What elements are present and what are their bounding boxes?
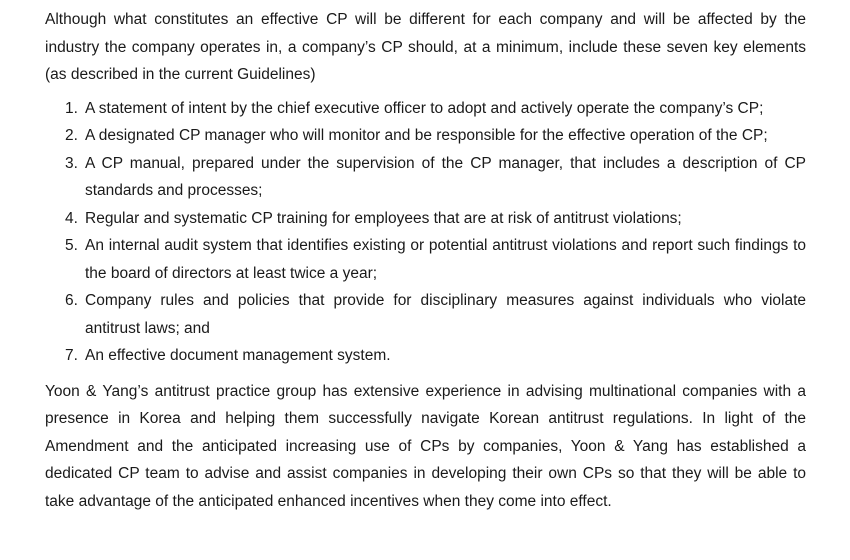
list-item-number: 1. xyxy=(65,99,78,117)
list-item xyxy=(45,232,806,287)
list-item xyxy=(45,150,806,205)
list-item-number: 7. xyxy=(65,347,78,364)
list-item-number: 3. xyxy=(65,154,78,172)
document-body xyxy=(45,6,806,515)
list-item xyxy=(45,95,806,123)
closing-paragraph: Yoon & Yang’s antitrust practice group has extensive experience in advising multinational companies with a presence in Korea and helping them successfully navigate Korean antitrust regulations. In light of the Amendment and the anticipated increasing use of CPs by companies, Yoon & Yang has established a dedicated CP team to advise and assist companies in developing their own CPs so that they will be able to take advantage of the anticipated enhanced incentives when they come into effect. xyxy=(45,382,806,510)
list-item-number: 5. xyxy=(65,237,78,254)
list-item-text: A CP manual, prepared under the supervision of the CP manager, that includes a description of CP standards and processes; xyxy=(85,154,806,199)
list-item-text: An effective document management system. xyxy=(85,347,391,364)
list-item-number: 4. xyxy=(65,209,78,227)
list-item-text: Company rules and policies that provide for disciplinary measures against individuals who violate antitrust laws; and xyxy=(85,292,806,337)
list-item-number: 2. xyxy=(65,127,78,144)
list-item xyxy=(45,205,806,233)
intro-paragraph: Although what constitutes an effective CP will be different for each company and will be affected by the industry the company operates in, a company’s CP should, at a minimum, include these seven key elements (as described in the current Guidelines) xyxy=(45,11,806,83)
list-item xyxy=(45,342,806,370)
list-item-number: 6. xyxy=(65,292,78,309)
key-elements-list xyxy=(45,95,806,370)
list-item-text: A statement of intent by the chief executive officer to adopt and actively operate the company’s CP; xyxy=(85,99,764,117)
list-item xyxy=(45,122,806,150)
list-item-text: An internal audit system that identifies existing or potential antitrust violations and report such findings to the board of directors at least twice a year; xyxy=(85,237,806,282)
list-item-text: Regular and systematic CP training for employees that are at risk of antitrust violations; xyxy=(85,209,682,227)
list-item xyxy=(45,287,806,342)
list-item-text: A designated CP manager who will monitor and be responsible for the effective operation of the CP; xyxy=(85,127,768,144)
